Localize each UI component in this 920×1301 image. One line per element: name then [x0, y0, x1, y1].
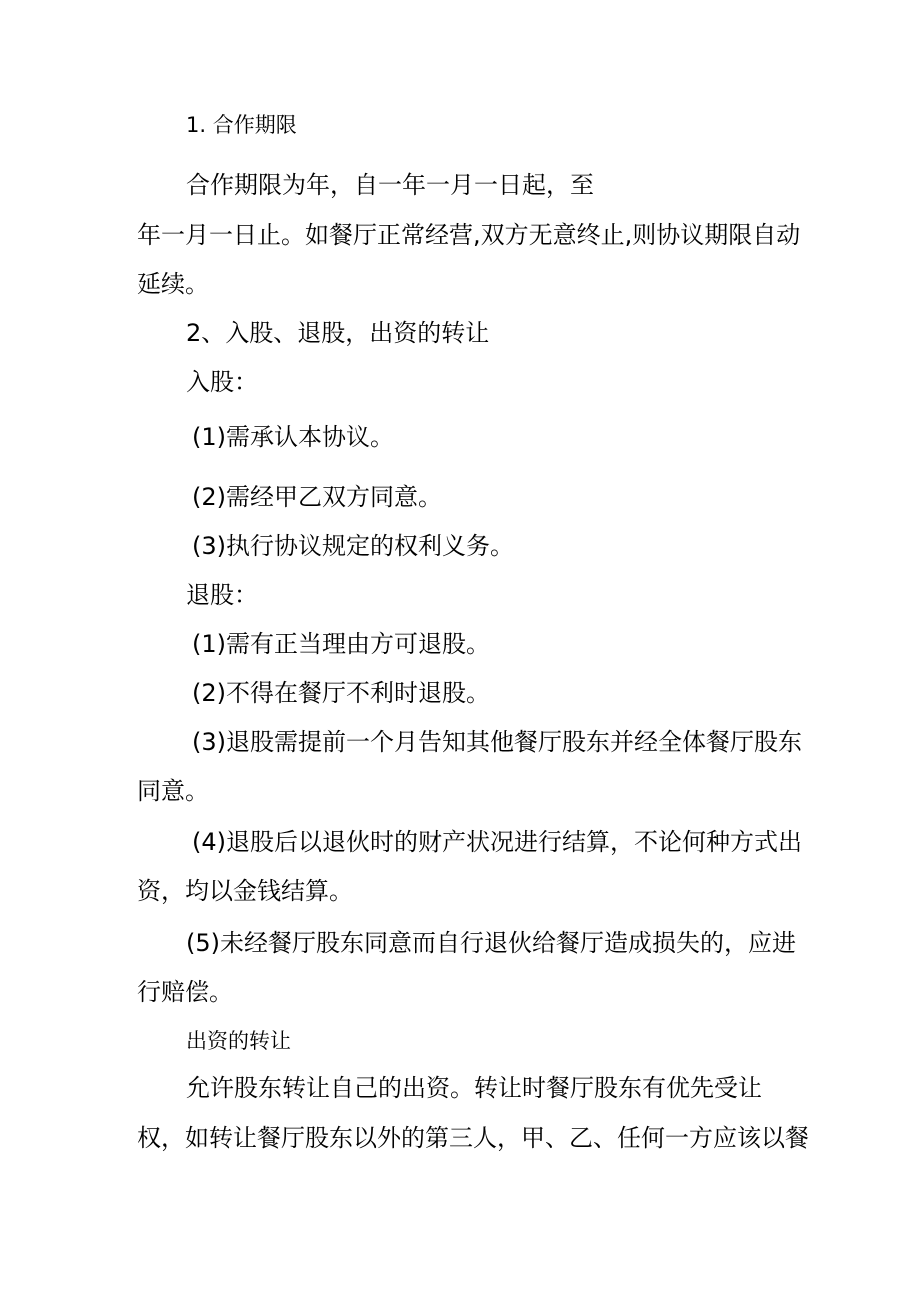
subheading-withdraw: 退股：	[186, 581, 258, 609]
paragraph-line: 资，均以金钱结算。	[137, 877, 353, 905]
subheading-transfer: 出资的转让	[186, 1029, 291, 1053]
list-item: (4)退股后以退伙时的财产状况进行结算，不论何种方式出	[192, 828, 802, 856]
list-item: (1)需有正当理由方可退股。	[192, 630, 490, 658]
section-heading-term: 1. 合作期限	[186, 113, 297, 137]
list-item: (5)未经餐厅股东同意而自行退伙给餐厅造成损失的，应进	[186, 929, 796, 957]
paragraph-line: 允许股东转让自己的出资。转让时餐厅股东有优先受让	[186, 1074, 762, 1102]
paragraph-line: 权，如转让餐厅股东以外的第三人，甲、乙、任何一方应该以餐	[137, 1124, 809, 1152]
paragraph-line: 延续。	[137, 270, 209, 298]
list-item: (3)退股需提前一个月告知其他餐厅股东并经全体餐厅股东	[192, 728, 802, 756]
list-item: (2)需经甲乙双方同意。	[192, 483, 442, 511]
subheading-join: 入股：	[186, 368, 258, 396]
paragraph-line: 合作期限为年，自一年一月一日起，至	[186, 171, 594, 199]
list-item: (3)执行协议规定的权利义务。	[192, 532, 514, 560]
section-heading-shares: 2、入股、退股，出资的转让	[186, 319, 490, 347]
paragraph-line: 行赔偿。	[137, 978, 233, 1006]
list-item: (2)不得在餐厅不利时退股。	[192, 679, 490, 707]
list-item: (1)需承认本协议。	[192, 423, 394, 451]
paragraph-line: 年一月一日止。如餐厅正常经营,双方无意终止,则协议期限自动	[137, 221, 801, 249]
paragraph-line: 同意。	[137, 777, 209, 805]
